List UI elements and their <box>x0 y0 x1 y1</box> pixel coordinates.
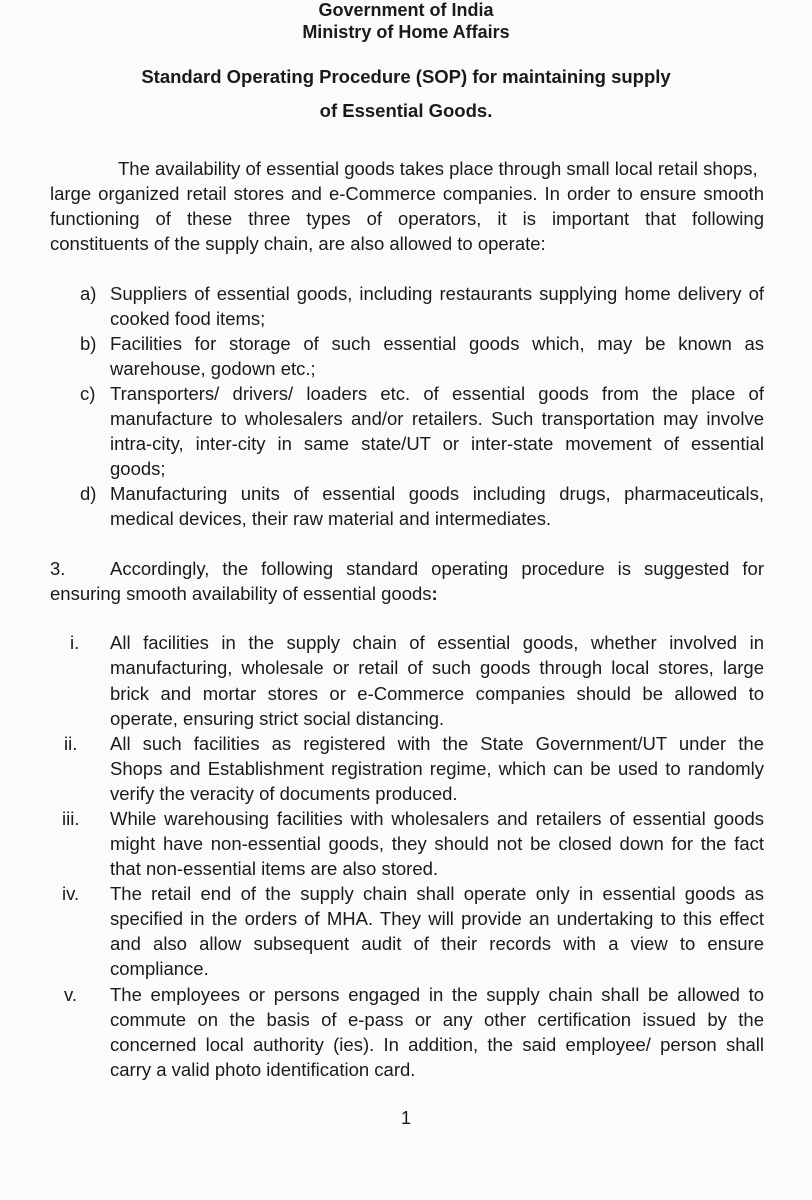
list-iv-line: specified in the orders of MHA. They will provide an undertaking to this effect <box>110 908 764 929</box>
list-b-line: warehouse, godown etc.; <box>110 358 316 379</box>
list-a-line: Suppliers of essential goods, including restaurants supplying home delivery of <box>110 283 764 304</box>
list-c-line: Transporters/ drivers/ loaders etc. of essential goods from the place of <box>110 383 764 404</box>
para3-line-2 <box>50 583 438 605</box>
header-ministry: Ministry of Home Affairs <box>302 22 510 42</box>
list-iii-line: While warehousing facilities with wholesalers and retailers of essential goods <box>110 808 764 829</box>
list-iv-line: and also allow subsequent audit of their records with a view to ensure <box>110 933 764 954</box>
list-c-line: intra-city, inter-city in same state/UT or inter-state movement of essential <box>110 433 764 454</box>
list-b-label: b) <box>80 333 97 354</box>
para3-line-2-text: ensuring smooth availability of essential goods <box>50 583 432 604</box>
list-i-line: manufacturing, wholesale or retail of such goods through local stores, large <box>110 657 764 678</box>
list-c-line: goods; <box>110 458 166 479</box>
intro-line-3: functioning of these three types of operators, it is important that following <box>50 208 764 229</box>
list-c-line: manufacture to wholesalers and/or retailers. Such transportation may involve <box>110 408 764 429</box>
title-line-2: of Essential Goods. <box>319 100 493 121</box>
list-iv-line: The retail end of the supply chain shall operate only in essential goods as <box>110 883 764 904</box>
page-number: 1 <box>400 1108 411 1128</box>
list-c-label: c) <box>80 383 96 404</box>
intro-line-2: large organized retail stores and e-Commerce companies. In order to ensure smooth <box>50 183 764 204</box>
list-d-line: medical devices, their raw material and intermediates. <box>110 508 552 529</box>
list-d-label: d) <box>80 483 97 504</box>
list-iv-line: compliance. <box>110 958 209 979</box>
list-d-line: Manufacturing units of essential goods including drugs, pharmaceuticals, <box>110 483 764 504</box>
intro-line-4: constituents of the supply chain, are also allowed to operate: <box>50 233 546 254</box>
list-iii-label: iii. <box>62 808 80 829</box>
list-ii-line: All such facilities as registered with the State Government/UT under the <box>110 733 764 754</box>
list-ii-label: ii. <box>64 733 78 754</box>
list-ii-line: Shops and Establishment registration regime, which can be used to randomly <box>110 758 764 779</box>
list-i-line: brick and mortar stores or e-Commerce companies should be allowed to <box>110 683 764 704</box>
list-v-line: commute on the basis of e-pass or any other certification issued by the <box>110 1009 764 1030</box>
para3-number: 3. <box>50 558 66 579</box>
list-a-label: a) <box>80 283 97 304</box>
list-iii-line: that non-essential items are also stored. <box>110 858 439 879</box>
list-v-line: concerned local authority (ies). In addition, the said employee/ person shall <box>110 1034 764 1055</box>
list-ii-line: verify the veracity of documents produced. <box>110 783 458 804</box>
title-line-1: Standard Operating Procedure (SOP) for maintaining supply <box>141 66 671 87</box>
list-i-label: i. <box>70 632 80 653</box>
intro-line-1: The availability of essential goods takes place through small local retail shops, <box>118 158 758 179</box>
list-v-line: carry a valid photo identification card. <box>110 1059 416 1080</box>
list-iv-label: iv. <box>62 883 80 904</box>
list-v-line: The employees or persons engaged in the supply chain shall be allowed to <box>110 984 764 1005</box>
list-v-label: v. <box>64 984 78 1005</box>
header-government: Government of India <box>318 0 494 20</box>
list-i-line: operate, ensuring strict social distancing. <box>110 708 445 729</box>
list-a-line: cooked food items; <box>110 308 266 329</box>
list-i-line: All facilities in the supply chain of essential goods, whether involved in <box>110 632 764 653</box>
list-b-line: Facilities for storage of such essential goods which, may be known as <box>110 333 764 354</box>
para3-colon: : <box>431 583 438 604</box>
para3-line-1: Accordingly, the following standard operating procedure is suggested for <box>110 558 764 579</box>
list-iii-line: might have non-essential goods, they should not be closed down for the fact <box>110 833 764 854</box>
